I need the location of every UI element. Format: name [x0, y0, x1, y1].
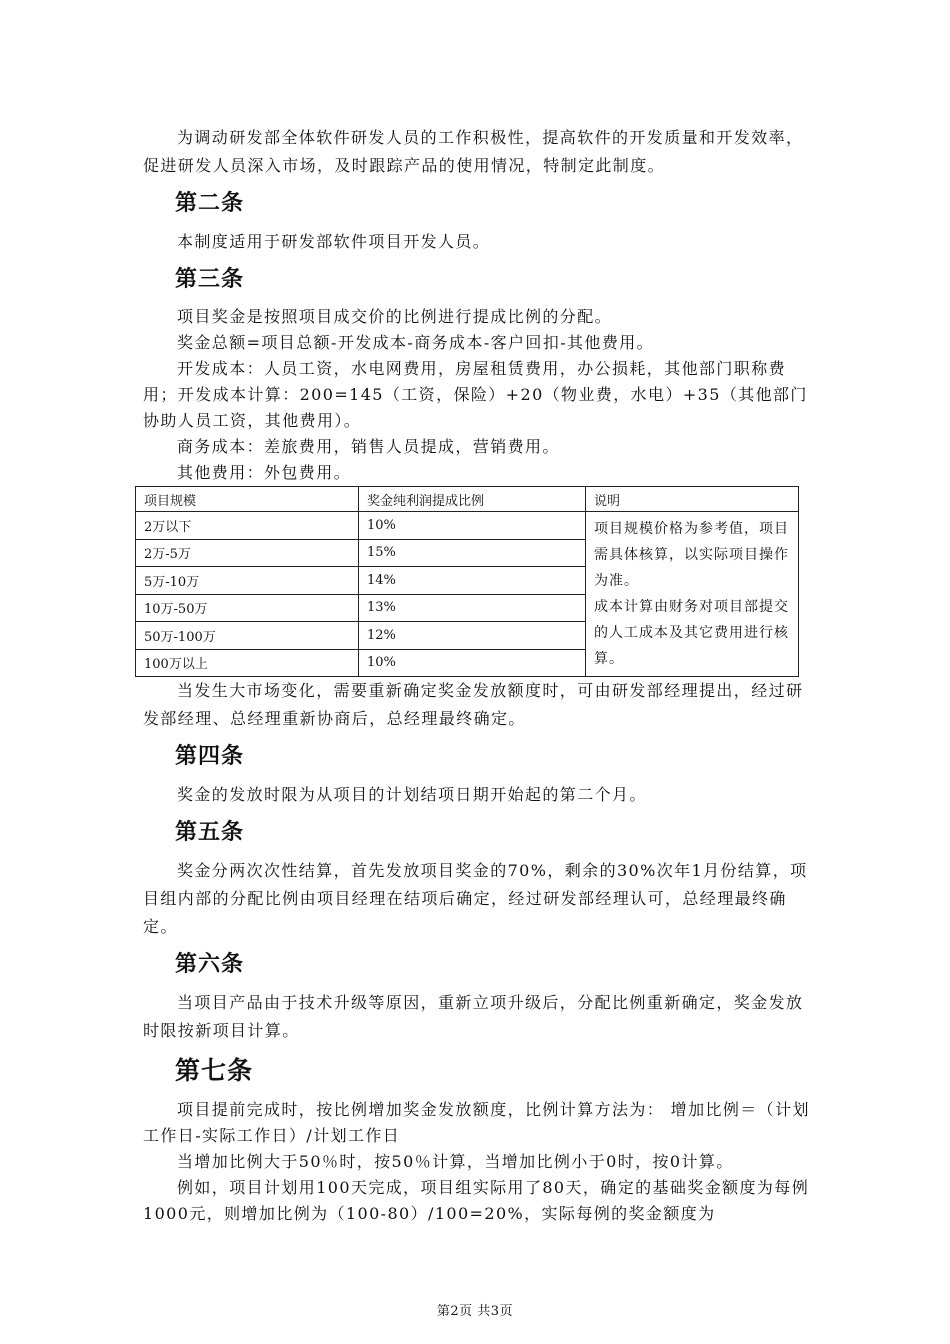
article-6-paragraph: 当项目产品由于技术升级等原因，重新立项升级后，分配比例重新确定，奖金发放时限按新项目计算。: [143, 993, 804, 1040]
article-4-paragraph: 奖金的发放时限为从项目的计划结项日期开始起的第二个月。: [177, 785, 647, 804]
table-header-cell: 项目规模: [136, 487, 359, 512]
article-3-paragraph-1: 项目奖金是按照项目成交价的比例进行提成比例的分配。: [177, 307, 613, 326]
table-header-cell: 说明: [586, 487, 799, 512]
table-cell-scale: 5万-10万: [136, 567, 359, 595]
table-cell-scale: 100万以上: [136, 649, 359, 677]
article-3-paragraph-3: 开发成本：人员工资，水电网费用，房屋租赁费用，办公损耗，其他部门职称费用；开发成本计算：200=145（工资，保险）+20（物业费，水电）+35（其他部门协助人员工资，其他费用）。: [143, 359, 808, 430]
article-2-paragraph: 本制度适用于研发部软件项目开发人员。: [177, 232, 491, 251]
table-cell-ratio: 10%: [359, 649, 586, 677]
article-5-heading: 第五条: [175, 820, 245, 845]
article-7-paragraph-3: 例如，项目计划用100天完成，项目组实际用了80天，确定的基础奖金额度为每例1000元，则增加比例为（100-80）/100=20%，实际每例的奖金额度为: [143, 1178, 810, 1223]
intro-paragraph: 为调动研发部全体软件研发人员的工作积极性，提高软件的开发质量和开发效率，促进研发人员深入市场，及时跟踪产品的使用情况，特制定此制度。: [143, 128, 804, 175]
article-3-paragraph-4: 商务成本：差旅费用，销售人员提成，营销费用。: [177, 437, 560, 456]
article-2-heading: 第二条: [175, 191, 245, 216]
table-cell-scale: 2万以下: [136, 512, 359, 540]
table-cell-ratio: 13%: [359, 594, 586, 622]
article-7-heading: 第七条: [175, 1056, 254, 1085]
table-cell-scale: 2万-5万: [136, 539, 359, 567]
table-cell-scale: 10万-50万: [136, 594, 359, 622]
bonus-ratio-table: [135, 486, 799, 677]
table-note-cell: [586, 512, 799, 677]
article-3-after-table: 当发生大市场变化，需要重新确定奖金发放额度时，可由研发部经理提出，经过研发部经理、总经理重新协商后，总经理最终确定。: [143, 681, 804, 728]
table-cell-ratio: 14%: [359, 567, 586, 595]
article-3-heading: 第三条: [175, 267, 245, 292]
table-cell-ratio: 15%: [359, 539, 586, 567]
table-header-row: [136, 487, 799, 512]
article-7-paragraph-2: 当增加比例大于50％时，按50％计算，当增加比例小于0时，按0计算。: [177, 1152, 734, 1171]
page-footer: 第2页 共3页: [436, 1304, 514, 1319]
article-5-paragraph: 奖金分两次次性结算，首先发放项目奖金的70%，剩余的30%次年1月份结算，项目组内部的分配比例由项目经理在结项后确定，经过研发部经理认可，总经理最终确定。: [143, 861, 808, 936]
article-7-paragraph-1: 项目提前完成时，按比例增加奖金发放额度，比例计算方法为： 增加比例＝（计划工作日-实际工作日）/计划工作日: [143, 1100, 810, 1145]
table-cell-ratio: 10%: [359, 512, 586, 540]
article-3-paragraph-2: 奖金总额=项目总额-开发成本-商务成本-客户回扣-其他费用。: [177, 333, 655, 352]
document-body: [143, 124, 811, 1227]
article-3-paragraph-5: 其他费用：外包费用。: [177, 463, 352, 482]
table-header-cell: 奖金纯利润提成比例: [359, 487, 586, 512]
article-4-heading: 第四条: [175, 744, 245, 769]
table-cell-ratio: 12%: [359, 622, 586, 650]
table-note-1: 项目规模价格为参考值，项目需具体核算，以实际项目操作为准。: [594, 521, 789, 589]
table-cell-scale: 50万-100万: [136, 622, 359, 650]
article-6-heading: 第六条: [175, 952, 245, 977]
table-row: [136, 512, 799, 540]
table-note-2: 成本计算由财务对项目部提交的人工成本及其它费用进行核算。: [594, 599, 789, 667]
